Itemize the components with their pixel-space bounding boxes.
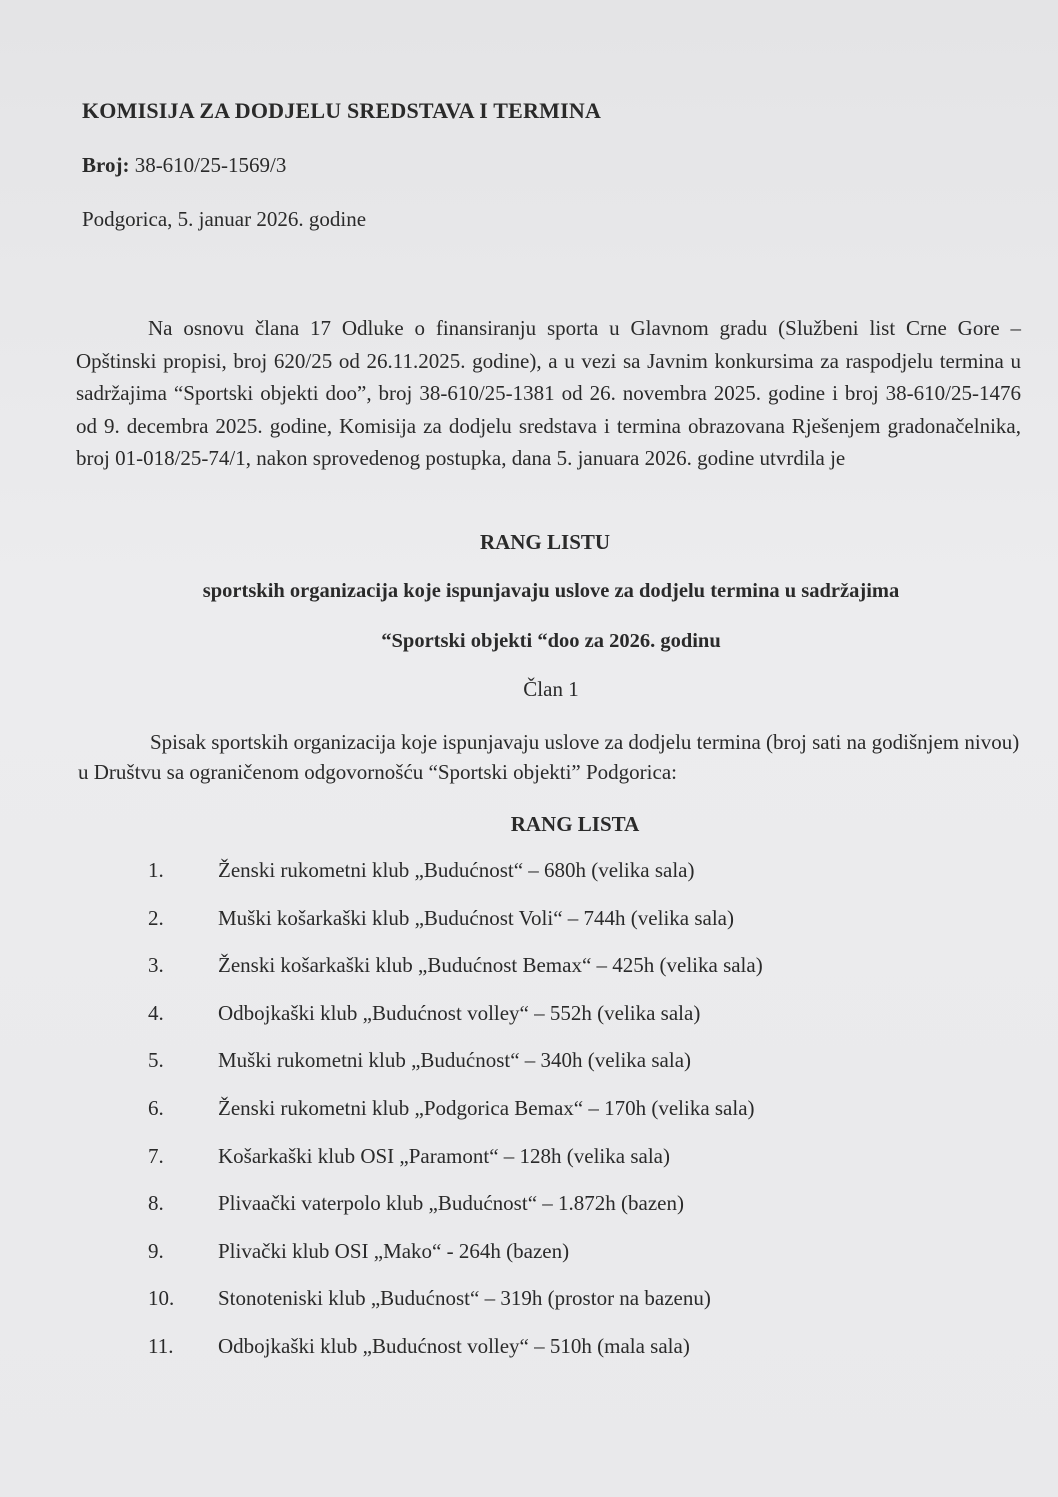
item-text: Odbojkaški klub „Budućnost volley“ – 552h (velika sala) <box>218 1000 701 1025</box>
intro-paragraph: Na osnovu člana 17 Odluke o finansiranju sporta u Glavnom gradu (Službeni list Crne Gore – Opštinski propisi, broj 620/25 od 26.11.2025. godine), a u vezi sa Javnim konkursima za raspodjelu termina u sadržajima “Sportski objekti doo”, broj 38-610/25-1381 od 26. novembra 2025. godine i broj 38-610/25-1476 od 9. decembra 2025. godine, Komisija za dodjelu sredstava i termina obrazovana Rješenjem gradonačelnika, broj 01-018/25-74/1, nakon sprovedenog postupka, dana 5. januara 2026. godine utvrdila je <box>76 316 1021 470</box>
ranking-heading: RANG LISTA <box>510 812 640 836</box>
committee-title: KOMISIJA ZA DODJELU SREDSTAVA I TERMINA <box>82 98 602 123</box>
document-subtitle-line2: “Sportski objekti “doo za 2026. godinu <box>381 630 721 652</box>
item-text: Stonoteniski klub „Budućnost“ – 319h (prostor na bazenu) <box>218 1286 711 1311</box>
item-number: 8. <box>148 1191 164 1216</box>
list-item <box>140 1142 1020 1190</box>
list-item <box>140 856 1020 904</box>
list-item <box>140 1237 1020 1285</box>
item-number: 10. <box>148 1286 175 1311</box>
item-number: 1. <box>148 858 164 882</box>
reference-label: Broj: <box>82 153 130 177</box>
item-number: 11. <box>148 1333 174 1358</box>
item-number: 4. <box>148 1000 164 1025</box>
item-text: Ženski košarkaški klub „Budućnost Bemax“ – 425h (velika sala) <box>218 953 763 978</box>
document-title: RANG LISTU <box>479 530 611 554</box>
item-text: Muški rukometni klub „Budućnost“ – 340h (velika sala) <box>218 1048 692 1073</box>
list-item <box>140 1046 1020 1094</box>
item-text: Košarkaški klub OSI „Paramont“ – 128h (velika sala) <box>218 1143 670 1168</box>
item-text: Ženski rukometni klub „Budućnost“ – 680h (velika sala) <box>218 858 695 882</box>
item-number: 9. <box>148 1238 164 1263</box>
document-subtitle-line1: sportskih organizacija koje ispunjavaju uslove za dodjelu termina u sadržajima <box>202 580 900 602</box>
list-intro-paragraph: Spisak sportskih organizacija koje ispunjavaju uslove za dodjelu termina (broj sati na godišnjem nivou) u Društvu sa ograničenom odgovornošću “Sportski objekti” Podgorica: <box>78 730 1020 784</box>
list-item <box>140 999 1020 1047</box>
list-item <box>140 1284 1020 1332</box>
ranking-list <box>140 856 1020 1380</box>
item-number: 6. <box>148 1095 164 1120</box>
list-item <box>140 951 1020 999</box>
item-text: Muški košarkaški klub „Budućnost Voli“ – 744h (velika sala) <box>218 905 734 930</box>
item-text: Ženski rukometni klub „Podgorica Bemax“ – 170h (velika sala) <box>218 1095 755 1120</box>
place-date: Podgorica, 5. januar 2026. godine <box>82 207 367 231</box>
item-text: Plivaački vaterpolo klub „Budućnost“ – 1.872h (bazen) <box>218 1191 684 1216</box>
reference-number-line <box>82 153 286 178</box>
item-number: 2. <box>148 905 164 930</box>
item-number: 5. <box>148 1048 164 1073</box>
list-item <box>140 1332 1020 1380</box>
article-heading: Član 1 <box>523 677 579 701</box>
reference-number: 38-610/25-1569/3 <box>134 153 287 177</box>
item-text: Odbojkaški klub „Budućnost volley“ – 510h (mala sala) <box>218 1333 690 1358</box>
item-number: 3. <box>148 953 164 978</box>
list-item <box>140 904 1020 952</box>
list-item <box>140 1189 1020 1237</box>
item-text: Plivački klub OSI „Mako“ - 264h (bazen) <box>218 1238 570 1263</box>
item-number: 7. <box>148 1143 164 1168</box>
list-item <box>140 1094 1020 1142</box>
